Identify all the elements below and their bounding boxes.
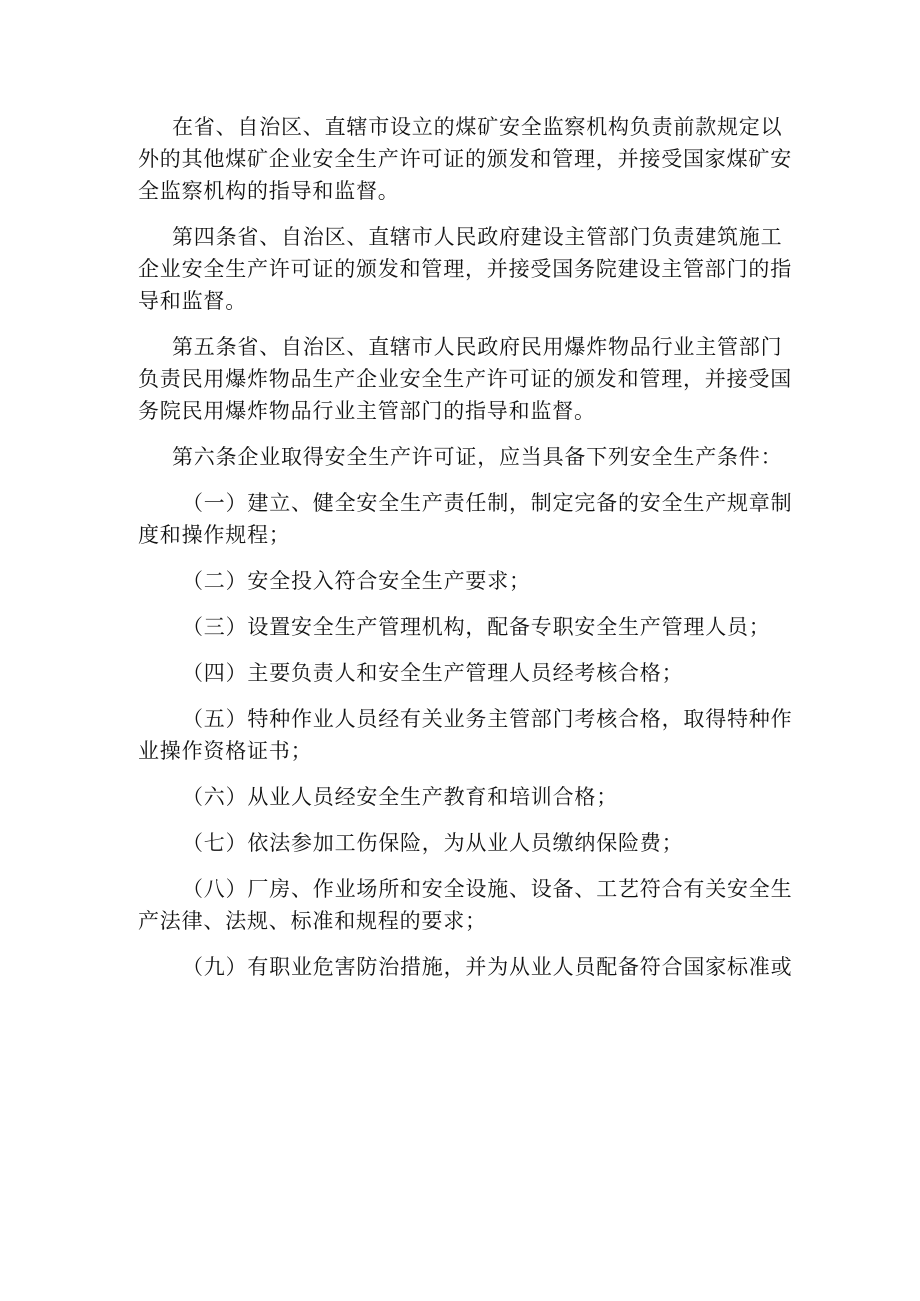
text-line: 在省、自治区、直辖市设立的煤矿安全监察机构负责前款规定以 xyxy=(172,115,783,139)
list-item-1 xyxy=(138,487,793,551)
list-item-4 xyxy=(138,657,784,689)
text-line: （五）特种作业人员经有关业务主管部门考核合格，取得特种作 xyxy=(182,707,793,731)
text-line: 外的其他煤矿企业安全生产许可证的颁发和管理，并接受国家煤矿安 xyxy=(138,147,792,171)
text-line: 第四条省、自治区、直辖市人民政府建设主管部门负责建筑施工 xyxy=(172,225,783,249)
paragraph-article-4 xyxy=(138,221,792,317)
text-line: （一）建立、健全安全生产责任制，制定完备的安全生产规章制 xyxy=(182,491,793,515)
text-line: 第五条省、自治区、直辖市人民政府民用爆炸物品行业主管部门 xyxy=(172,335,783,359)
paragraph-coal-mine-supervision xyxy=(138,111,792,207)
text-line: （八）厂房、作业场所和安全设施、设备、工艺符合有关安全生 xyxy=(182,877,793,901)
text-line: （三）设置安全生产管理机构，配备专职安全生产管理人员； xyxy=(182,615,771,639)
text-line: 负责民用爆炸物品生产企业安全生产许可证的颁发和管理，并接受国 xyxy=(138,367,792,391)
text-line: 务院民用爆炸物品行业主管部门的指导和监督。 xyxy=(138,399,596,423)
list-item-7 xyxy=(138,827,784,859)
paragraph-article-6 xyxy=(138,441,784,473)
list-item-8 xyxy=(138,873,793,937)
list-item-3 xyxy=(138,611,784,643)
text-line: 度和操作规程； xyxy=(138,523,291,547)
paragraph-article-5 xyxy=(138,331,792,427)
list-item-6 xyxy=(138,781,784,813)
text-line: 导和监督。 xyxy=(138,289,247,313)
text-line: （七）依法参加工伤保险，为从业人员缴纳保险费； xyxy=(182,831,684,855)
text-line: 第六条企业取得安全生产许可证，应当具备下列安全生产条件： xyxy=(172,445,783,469)
text-line: 企业安全生产许可证的颁发和管理，并接受国务院建设主管部门的指 xyxy=(138,257,792,281)
text-line: （九）有职业危害防治措施，并为从业人员配备符合国家标准或 xyxy=(182,955,793,979)
text-line: 全监察机构的指导和监督。 xyxy=(138,179,400,203)
list-item-5 xyxy=(138,703,793,767)
text-line: （六）从业人员经安全生产教育和培训合格； xyxy=(182,785,618,809)
text-line: （四）主要负责人和安全生产管理人员经考核合格； xyxy=(182,661,684,685)
list-item-2 xyxy=(138,565,784,597)
text-line: 业操作资格证书； xyxy=(138,739,313,763)
document-body xyxy=(138,111,793,997)
text-line: （二）安全投入符合安全生产要求； xyxy=(182,569,531,593)
text-line: 产法律、法规、标准和规程的要求； xyxy=(138,909,487,933)
list-item-9 xyxy=(138,951,793,983)
